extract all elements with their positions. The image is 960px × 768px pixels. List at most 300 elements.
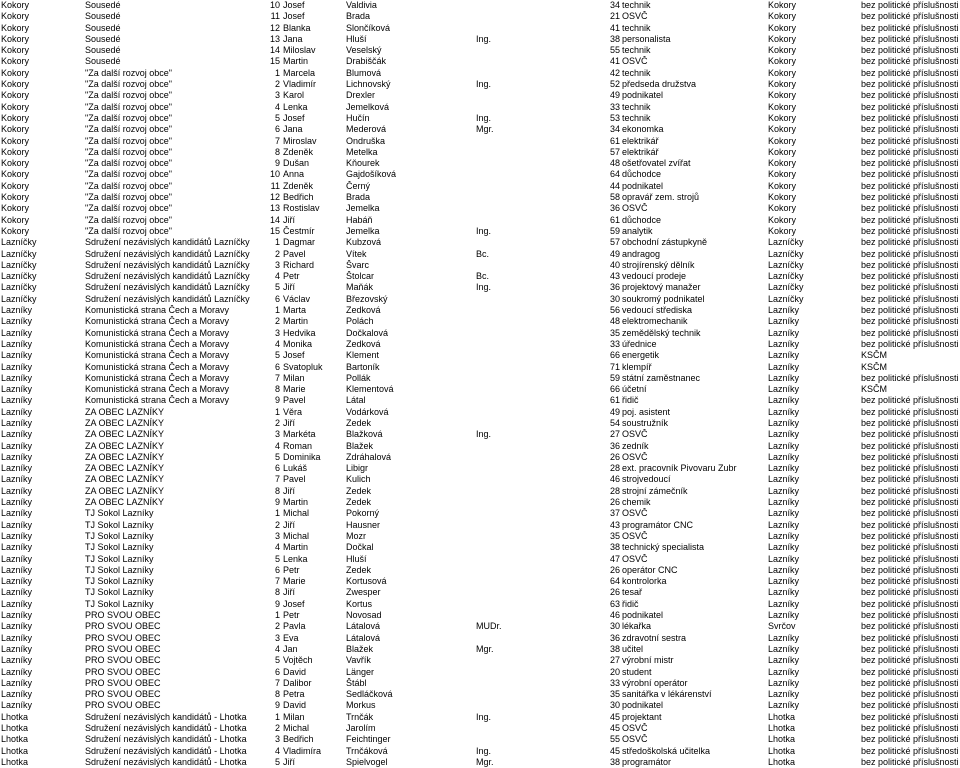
cell-poradi: 2: [274, 417, 280, 428]
cell-prislusnost: bez politické příslušnosti: [861, 372, 959, 383]
cell-bydliste: Kokory: [768, 45, 797, 56]
table-row: [0, 700, 960, 711]
cell-povolani: podnikatel: [622, 610, 664, 621]
cell-strana: ZA OBEC LAZNÍKY: [85, 463, 165, 474]
cell-povolani: student: [622, 666, 652, 677]
cell-povolani: zdravotní sestra: [622, 632, 687, 643]
cell-strana: ZA OBEC LAZNÍKY: [85, 474, 165, 485]
cell-prijmeni: Morkus: [346, 700, 376, 711]
cell-vek: 26: [609, 451, 620, 462]
cell-bydliste: Lazníky: [768, 576, 800, 587]
cell-obec: Lazníky: [1, 451, 33, 462]
table-row: [0, 339, 960, 350]
cell-povolani: chemik: [622, 497, 651, 508]
cell-poradi: 1: [274, 305, 280, 316]
cell-prislusnost: bez politické příslušnosti: [861, 632, 959, 643]
cell-obec: Kokory: [1, 56, 30, 67]
cell-prijmeni: Kortus: [346, 598, 373, 609]
cell-prislusnost: bez politické příslušnosti: [861, 519, 959, 530]
table-row: [0, 102, 960, 113]
cell-strana: Komunistická strana Čech a Moravy: [85, 338, 230, 349]
cell-obec: Lazníky: [1, 463, 33, 474]
cell-povolani: lékařka: [622, 621, 652, 632]
table-row: [0, 294, 960, 305]
cell-strana: "Za další rozvoj obce": [85, 146, 172, 157]
cell-povolani: tesař: [622, 587, 643, 598]
cell-prijmeni: Látalová: [346, 632, 381, 643]
cell-prijmeni: Jemelková: [346, 101, 390, 112]
cell-vek: 36: [609, 282, 620, 293]
cell-titul: Ing.: [476, 282, 492, 293]
cell-prijmeni: Spielvogel: [346, 756, 388, 767]
cell-prislusnost: KSČM: [861, 384, 888, 395]
cell-poradi: 15: [269, 225, 280, 236]
cell-vek: 66: [609, 350, 620, 361]
cell-prislusnost: bez politické příslušnosti: [861, 293, 959, 304]
cell-bydliste: Lazníky: [768, 474, 800, 485]
cell-bydliste: Kokory: [768, 56, 797, 67]
cell-prislusnost: bez politické příslušnosti: [861, 587, 959, 598]
cell-prijmeni: Jarolím: [346, 723, 376, 733]
cell-poradi: 6: [274, 293, 280, 304]
cell-bydliste: Lazníky: [768, 700, 800, 711]
cell-poradi: 9: [274, 395, 280, 406]
cell-vek: 63: [609, 598, 620, 609]
cell-povolani: operátor CNC: [622, 564, 678, 575]
cell-obec: Lazníky: [1, 587, 33, 598]
cell-titul: Ing.: [476, 711, 492, 722]
cell-bydliste: Lhotka: [768, 711, 796, 722]
table-row: [0, 633, 960, 644]
cell-obec: Lazníčky: [1, 271, 37, 282]
cell-vek: 27: [609, 429, 620, 440]
cell-povolani: OSVČ: [622, 723, 648, 733]
cell-prijmeni: Kulich: [346, 474, 371, 485]
cell-prijmeni: Vítek: [346, 248, 367, 259]
cell-povolani: středoškolská učitelka: [622, 745, 711, 756]
cell-jmeno: Vladimíra: [283, 745, 322, 756]
table-row: [0, 260, 960, 271]
cell-prijmeni: Klement: [346, 350, 380, 361]
table-row: [0, 316, 960, 327]
cell-prislusnost: bez politické příslušnosti: [861, 395, 959, 406]
cell-povolani: technik: [622, 101, 651, 112]
cell-prislusnost: bez politické příslušnosti: [861, 282, 959, 293]
cell-prislusnost: bez politické příslušnosti: [861, 79, 959, 90]
cell-obec: Kokory: [1, 135, 30, 146]
cell-poradi: 9: [274, 700, 280, 711]
cell-poradi: 8: [274, 146, 280, 157]
cell-poradi: 3: [274, 632, 280, 643]
cell-strana: PRO SVOU OBEC: [85, 621, 161, 632]
cell-titul: Ing.: [476, 33, 492, 44]
cell-prijmeni: Dočkalová: [346, 327, 389, 338]
cell-prislusnost: bez politické příslušnosti: [861, 756, 959, 767]
cell-vek: 41: [609, 22, 620, 33]
cell-prislusnost: bez politické příslušnosti: [861, 700, 959, 711]
cell-bydliste: Kokory: [768, 180, 797, 191]
cell-jmeno: Marcela: [283, 67, 316, 78]
cell-prijmeni: Mederová: [346, 124, 387, 135]
cell-strana: Sousedé: [85, 0, 121, 10]
cell-obec: Kokory: [1, 90, 30, 101]
cell-prijmeni: Jemelka: [346, 225, 380, 236]
cell-strana: "Za další rozvoj obce": [85, 67, 172, 78]
cell-obec: Lhotka: [1, 734, 29, 745]
table-row: [0, 0, 960, 11]
cell-strana: "Za další rozvoj obce": [85, 214, 172, 225]
cell-vek: 37: [609, 508, 620, 519]
cell-prijmeni: Hausner: [346, 519, 381, 530]
cell-poradi: 3: [274, 530, 280, 541]
cell-prijmeni: Hučín: [346, 112, 370, 123]
cell-jmeno: Anna: [283, 169, 305, 180]
cell-bydliste: Lazníky: [768, 463, 800, 474]
cell-povolani: technik: [622, 0, 651, 10]
table-row: [0, 249, 960, 260]
cell-poradi: 3: [274, 90, 280, 101]
cell-poradi: 7: [274, 372, 280, 383]
cell-strana: "Za další rozvoj obce": [85, 101, 172, 112]
cell-poradi: 8: [274, 689, 280, 700]
cell-vek: 38: [609, 33, 620, 44]
cell-povolani: analytik: [622, 225, 653, 236]
cell-bydliste: Kokory: [768, 214, 797, 225]
cell-vek: 38: [609, 756, 620, 767]
cell-jmeno: Marta: [283, 305, 307, 316]
cell-obec: Lazníky: [1, 677, 33, 688]
cell-poradi: 8: [274, 384, 280, 395]
cell-bydliste: Lazníky: [768, 689, 800, 700]
cell-obec: Lazníky: [1, 689, 33, 700]
cell-jmeno: Richard: [283, 259, 315, 270]
cell-obec: Lazníky: [1, 485, 33, 496]
table-row: [0, 441, 960, 452]
cell-povolani: elektrikář: [622, 135, 659, 146]
cell-strana: ZA OBEC LAZNÍKY: [85, 440, 165, 451]
cell-poradi: 5: [274, 451, 280, 462]
cell-bydliste: Lazníky: [768, 508, 800, 519]
cell-poradi: 9: [274, 497, 280, 508]
cell-povolani: OSVČ: [622, 451, 648, 462]
table-row: [0, 169, 960, 180]
cell-jmeno: Petra: [283, 689, 305, 700]
cell-povolani: vedoucí střediska: [622, 305, 693, 316]
cell-jmeno: Pavel: [283, 474, 306, 485]
cell-poradi: 1: [274, 67, 280, 78]
cell-obec: Kokory: [1, 101, 30, 112]
cell-prijmeni: Hluší: [346, 553, 367, 564]
cell-bydliste: Lazníky: [768, 384, 800, 395]
cell-poradi: 4: [274, 643, 280, 654]
cell-strana: ZA OBEC LAZNÍKY: [85, 497, 165, 508]
cell-bydliste: Kokory: [768, 11, 797, 22]
cell-jmeno: Jan: [283, 643, 298, 654]
cell-obec: Lazníky: [1, 350, 33, 361]
cell-titul: Ing.: [476, 79, 492, 90]
cell-vek: 61: [609, 135, 620, 146]
cell-vek: 42: [609, 67, 620, 78]
cell-prislusnost: bez politické příslušnosti: [861, 146, 959, 157]
cell-prijmeni: Mozr: [346, 530, 366, 541]
cell-vek: 45: [609, 723, 620, 733]
cell-bydliste: Lazníky: [768, 598, 800, 609]
cell-prislusnost: bez politické příslušnosti: [861, 112, 959, 123]
cell-strana: Sdružení nezávislých kandidátů Lazníčky: [85, 271, 250, 282]
cell-poradi: 5: [274, 553, 280, 564]
table-row: [0, 554, 960, 565]
cell-strana: "Za další rozvoj obce": [85, 79, 172, 90]
cell-bydliste: Lazníčky: [768, 237, 804, 248]
cell-obec: Lazníky: [1, 553, 33, 564]
table-row: [0, 418, 960, 429]
cell-prislusnost: bez politické příslušnosti: [861, 677, 959, 688]
cell-poradi: 14: [269, 45, 280, 56]
table-row: [0, 362, 960, 373]
table-row: [0, 757, 960, 768]
cell-poradi: 7: [274, 135, 280, 146]
cell-povolani: ošetřovatel zvířat: [622, 158, 691, 169]
cell-prislusnost: bez politické příslušnosti: [861, 214, 959, 225]
cell-prijmeni: Látalová: [346, 621, 381, 632]
table-row: [0, 226, 960, 237]
cell-prislusnost: bez politické příslušnosti: [861, 56, 959, 67]
cell-povolani: OSVČ: [622, 553, 648, 564]
cell-obec: Lazníky: [1, 530, 33, 541]
cell-prijmeni: Látal: [346, 395, 366, 406]
cell-jmeno: Lukáš: [283, 463, 308, 474]
cell-obec: Lhotka: [1, 711, 29, 722]
cell-jmeno: Roman: [283, 440, 313, 451]
cell-prijmeni: Brada: [346, 192, 371, 203]
cell-vek: 55: [609, 734, 620, 745]
cell-povolani: výrobní operátor: [622, 677, 688, 688]
table-row: [0, 587, 960, 598]
cell-prislusnost: bez politické příslušnosti: [861, 327, 959, 338]
cell-bydliste: Lazníky: [768, 417, 800, 428]
cell-jmeno: Rostislav: [283, 203, 320, 214]
table-row: [0, 599, 960, 610]
cell-vek: 33: [609, 677, 620, 688]
cell-bydliste: Kokory: [768, 124, 797, 135]
cell-povolani: státní zaměstnanec: [622, 372, 701, 383]
cell-vek: 43: [609, 271, 620, 282]
cell-obec: Kokory: [1, 33, 30, 44]
cell-jmeno: Michal: [283, 508, 310, 519]
cell-povolani: projektant: [622, 711, 662, 722]
cell-vek: 45: [609, 745, 620, 756]
cell-povolani: technik: [622, 112, 651, 123]
cell-povolani: řidič: [622, 395, 639, 406]
cell-strana: Komunistická strana Čech a Moravy: [85, 384, 230, 395]
cell-obec: Lazníky: [1, 519, 33, 530]
table-row: [0, 373, 960, 384]
cell-prislusnost: KSČM: [861, 361, 888, 372]
cell-prijmeni: Slončíková: [346, 22, 391, 33]
cell-prijmeni: Blumová: [346, 67, 382, 78]
cell-prislusnost: bez politické příslušnosti: [861, 451, 959, 462]
cell-obec: Kokory: [1, 67, 30, 78]
cell-poradi: 8: [274, 485, 280, 496]
cell-povolani: zemědělský technik: [622, 327, 701, 338]
cell-bydliste: Kokory: [768, 158, 797, 169]
cell-strana: PRO SVOU OBEC: [85, 632, 161, 643]
cell-titul: Mgr.: [476, 643, 494, 654]
cell-bydliste: Lhotka: [768, 734, 796, 745]
cell-obec: Lazníky: [1, 621, 33, 632]
cell-bydliste: Lazníky: [768, 564, 800, 575]
cell-vek: 54: [609, 417, 620, 428]
cell-jmeno: Lenka: [283, 553, 308, 564]
cell-obec: Kokory: [1, 22, 30, 33]
cell-obec: Lazníky: [1, 497, 33, 508]
cell-povolani: soukromý podnikatel: [622, 293, 705, 304]
cell-vek: 36: [609, 632, 620, 643]
cell-strana: PRO SVOU OBEC: [85, 666, 161, 677]
cell-prislusnost: bez politické příslušnosti: [861, 0, 959, 10]
cell-poradi: 3: [274, 429, 280, 440]
cell-prislusnost: bez politické příslušnosti: [861, 474, 959, 485]
table-row: [0, 407, 960, 418]
table-row: [0, 68, 960, 79]
table-row: [0, 328, 960, 339]
cell-bydliste: Lazníčky: [768, 293, 804, 304]
cell-prislusnost: bez politické příslušnosti: [861, 316, 959, 327]
cell-obec: Lazníky: [1, 632, 33, 643]
cell-poradi: 1: [274, 406, 280, 417]
cell-povolani: poj. asistent: [622, 406, 671, 417]
cell-prijmeni: Březovský: [346, 293, 388, 304]
cell-vek: 38: [609, 542, 620, 553]
cell-strana: "Za další rozvoj obce": [85, 135, 172, 146]
table-row: [0, 147, 960, 158]
cell-bydliste: Lazníky: [768, 350, 800, 361]
cell-poradi: 3: [274, 327, 280, 338]
cell-prislusnost: bez politické příslušnosti: [861, 553, 959, 564]
cell-poradi: 5: [274, 282, 280, 293]
cell-prijmeni: Zdráhalová: [346, 451, 392, 462]
cell-strana: PRO SVOU OBEC: [85, 677, 161, 688]
cell-prislusnost: bez politické příslušnosti: [861, 655, 959, 666]
cell-jmeno: Michal: [283, 530, 310, 541]
cell-prijmeni: Novosad: [346, 610, 382, 621]
cell-jmeno: Hedvika: [283, 327, 316, 338]
cell-vek: 52: [609, 79, 620, 90]
cell-strana: Sousedé: [85, 56, 121, 67]
cell-jmeno: Vladimír: [283, 79, 317, 90]
cell-povolani: řidič: [622, 598, 639, 609]
cell-vek: 64: [609, 169, 620, 180]
cell-prijmeni: Hluší: [346, 33, 367, 44]
cell-povolani: obchodní zástupkyně: [622, 237, 708, 248]
cell-bydliste: Kokory: [768, 225, 797, 236]
cell-obec: Lazníky: [1, 610, 33, 621]
cell-vek: 48: [609, 158, 620, 169]
cell-jmeno: Josef: [283, 112, 305, 123]
cell-jmeno: Martin: [283, 497, 309, 508]
cell-povolani: ekonomka: [622, 124, 664, 135]
cell-povolani: podnikatel: [622, 90, 664, 101]
cell-jmeno: Karol: [283, 90, 305, 101]
cell-strana: PRO SVOU OBEC: [85, 610, 161, 621]
cell-jmeno: Zdeněk: [283, 146, 314, 157]
cell-jmeno: Blanka: [283, 22, 311, 33]
cell-bydliste: Lazníky: [768, 395, 800, 406]
cell-obec: Lazníky: [1, 316, 33, 327]
cell-jmeno: Čestmír: [283, 225, 315, 236]
cell-obec: Lazníky: [1, 429, 33, 440]
cell-bydliste: Lazníky: [768, 553, 800, 564]
cell-povolani: učitel: [622, 643, 644, 654]
cell-jmeno: Markéta: [283, 429, 316, 440]
table-row: [0, 531, 960, 542]
cell-obec: Lazníky: [1, 372, 33, 383]
cell-bydliste: Kokory: [768, 112, 797, 123]
cell-vek: 35: [609, 327, 620, 338]
cell-jmeno: Jiří: [283, 417, 295, 428]
cell-poradi: 15: [269, 56, 280, 67]
cell-vek: 26: [609, 587, 620, 598]
cell-strana: Sdružení nezávislých kandidátů - Lhotka: [85, 723, 247, 733]
cell-bydliste: Lazníčky: [768, 259, 804, 270]
cell-poradi: 5: [274, 112, 280, 123]
table-row: [0, 192, 960, 203]
cell-obec: Lazníky: [1, 305, 33, 316]
cell-obec: Lazníčky: [1, 259, 37, 270]
cell-vek: 44: [609, 180, 620, 191]
cell-povolani: OSVČ: [622, 203, 648, 214]
cell-prislusnost: bez politické příslušnosti: [861, 689, 959, 700]
cell-obec: Lazníky: [1, 700, 33, 711]
cell-jmeno: Dominika: [283, 451, 321, 462]
cell-strana: "Za další rozvoj obce": [85, 158, 172, 169]
cell-bydliste: Lazníky: [768, 643, 800, 654]
cell-vek: 49: [609, 248, 620, 259]
cell-prislusnost: bez politické příslušnosti: [861, 643, 959, 654]
cell-vek: 49: [609, 90, 620, 101]
cell-vek: 28: [609, 463, 620, 474]
cell-vek: 38: [609, 643, 620, 654]
cell-strana: Sousedé: [85, 22, 121, 33]
cell-povolani: energetik: [622, 350, 660, 361]
cell-strana: TJ Sokol Lazníky: [85, 576, 154, 587]
cell-strana: "Za další rozvoj obce": [85, 225, 172, 236]
cell-bydliste: Lazníčky: [768, 271, 804, 282]
cell-jmeno: Miloslav: [283, 45, 316, 56]
cell-prijmeni: Blažková: [346, 429, 383, 440]
cell-vek: 30: [609, 700, 620, 711]
cell-poradi: 13: [269, 33, 280, 44]
cell-poradi: 9: [274, 158, 280, 169]
cell-vek: 43: [609, 519, 620, 530]
cell-jmeno: Jiří: [283, 756, 295, 767]
cell-bydliste: Lazníky: [768, 497, 800, 508]
cell-obec: Lhotka: [1, 745, 29, 756]
cell-prislusnost: bez politické příslušnosti: [861, 417, 959, 428]
cell-titul: Mgr.: [476, 124, 494, 135]
cell-jmeno: Jiří: [283, 519, 295, 530]
cell-poradi: 1: [274, 711, 280, 722]
cell-prijmeni: Veselský: [346, 45, 382, 56]
table-row: [0, 271, 960, 282]
cell-prislusnost: KSČM: [861, 350, 888, 361]
table-row: [0, 34, 960, 45]
cell-prijmeni: Klementová: [346, 384, 394, 395]
cell-strana: TJ Sokol Lazníky: [85, 598, 154, 609]
cell-prijmeni: Trnčáková: [346, 745, 388, 756]
cell-obec: Kokory: [1, 214, 30, 225]
cell-jmeno: Svatopluk: [283, 361, 323, 372]
